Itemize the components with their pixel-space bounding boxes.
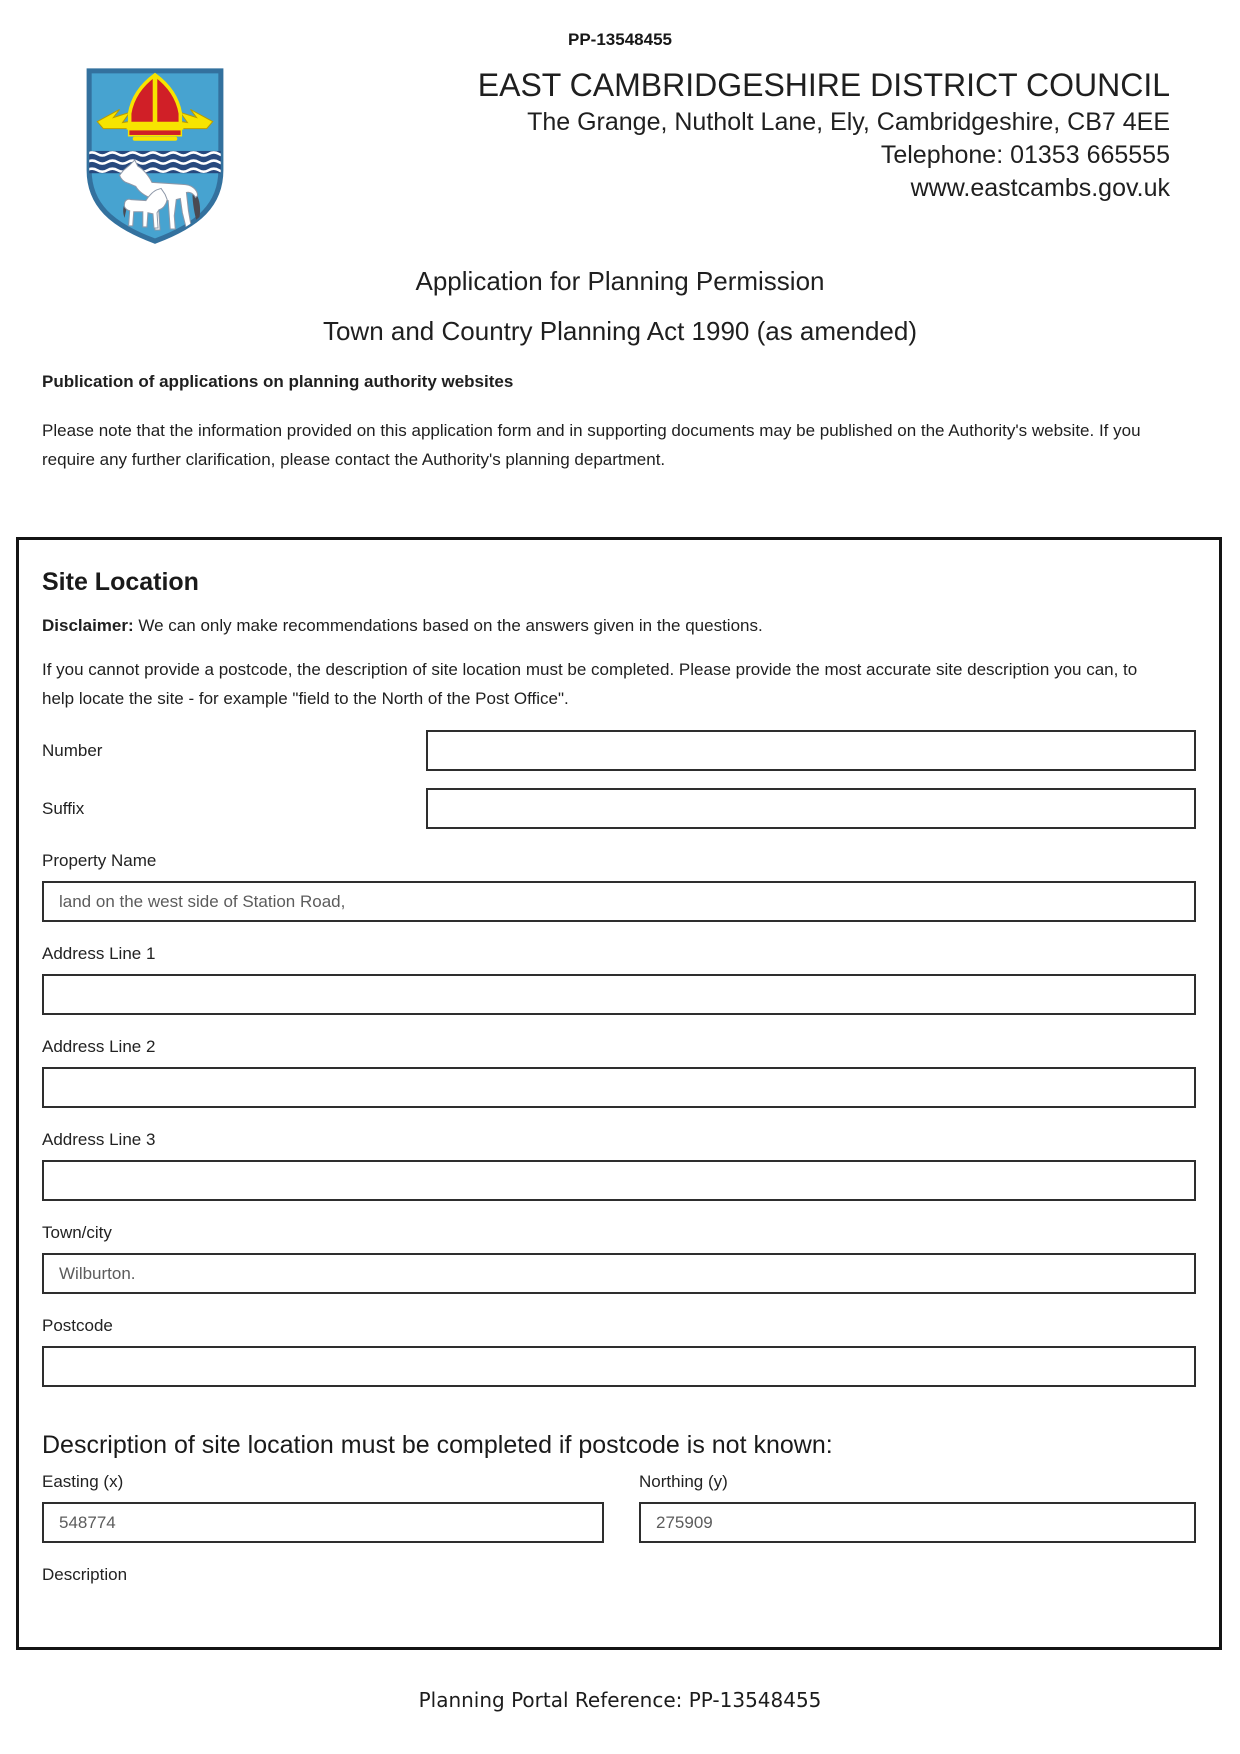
council-crest-logo	[79, 64, 231, 248]
address-line-3-label: Address Line 3	[42, 1130, 156, 1149]
property-name-label: Property Name	[42, 851, 157, 870]
act-subtitle: Town and Country Planning Act 1990 (as amended)	[322, 316, 918, 346]
northing-label: Northing (y)	[639, 1472, 728, 1491]
address-line-2-label: Address Line 2	[42, 1037, 156, 1056]
disclaimer-line	[42, 615, 1196, 637]
town-city-field	[42, 1223, 1196, 1294]
easting-northing-row	[42, 1472, 1196, 1543]
suffix-field-row	[42, 788, 1196, 829]
easting-label: Easting (x)	[42, 1472, 124, 1491]
description-label: Description	[42, 1565, 128, 1584]
disclaimer-label: Disclaimer:	[42, 616, 134, 635]
publication-body: Please note that the information provided on this application form and in supporting documents may be published on the Authority's website. If you require any further clarification, please contact the Authority's planning department.	[42, 421, 1141, 469]
postcode-input[interactable]	[42, 1346, 1196, 1387]
council-telephone: Telephone: 01353 665555	[880, 141, 1170, 169]
northing-field	[639, 1472, 1196, 1543]
disclaimer-text: We can only make recommendations based on the answers given in the questions.	[133, 616, 763, 635]
description-required-heading: Description of site location must be completed if postcode is not known:	[42, 1431, 833, 1459]
address-line-2-input[interactable]	[42, 1067, 1196, 1108]
postcode-field	[42, 1316, 1196, 1387]
council-name: EAST CAMBRIDGESHIRE DISTRICT COUNCIL	[477, 67, 1170, 103]
publication-note	[42, 372, 1172, 474]
town-city-label: Town/city	[42, 1223, 112, 1242]
number-field-label: Number	[42, 740, 103, 760]
property-name-input[interactable]	[42, 881, 1196, 922]
address-line-1-field	[42, 944, 1196, 1015]
wavy-lines-icon	[87, 151, 229, 173]
site-location-heading: Site Location	[42, 568, 199, 596]
pp-reference: PP-13548455	[568, 30, 672, 49]
address-line-3-input[interactable]	[42, 1160, 1196, 1201]
address-line-3-field	[42, 1130, 1196, 1201]
northing-input[interactable]	[639, 1502, 1196, 1543]
publication-heading: Publication of applications on planning authority websites	[42, 372, 514, 391]
suffix-field-label: Suffix	[42, 798, 85, 818]
council-website: www.eastcambs.gov.uk	[910, 174, 1170, 202]
number-input[interactable]	[426, 730, 1196, 771]
council-header	[478, 64, 1170, 205]
council-address: The Grange, Nutholt Lane, Ely, Cambridgeshire, CB7 4EE	[527, 108, 1170, 136]
address-line-2-field	[42, 1037, 1196, 1108]
address-line-1-input[interactable]	[42, 974, 1196, 1015]
site-instructions: If you cannot provide a postcode, the description of site location must be completed. Please provide the most accurate site description you can, to help locate the site - for example "field to the North of the Post Office".	[42, 660, 1138, 708]
town-city-input[interactable]	[42, 1253, 1196, 1294]
easting-field	[42, 1472, 604, 1543]
property-name-field	[42, 851, 1196, 922]
easting-input[interactable]	[42, 1502, 604, 1543]
site-location-section	[16, 537, 1222, 1650]
suffix-input[interactable]	[426, 788, 1196, 829]
page-title: Application for Planning Permission	[415, 266, 825, 296]
postcode-label: Postcode	[42, 1316, 113, 1335]
number-field-row	[42, 730, 1196, 771]
footer-reference: Planning Portal Reference: PP-13548455	[418, 1688, 822, 1712]
address-line-1-label: Address Line 1	[42, 944, 156, 963]
